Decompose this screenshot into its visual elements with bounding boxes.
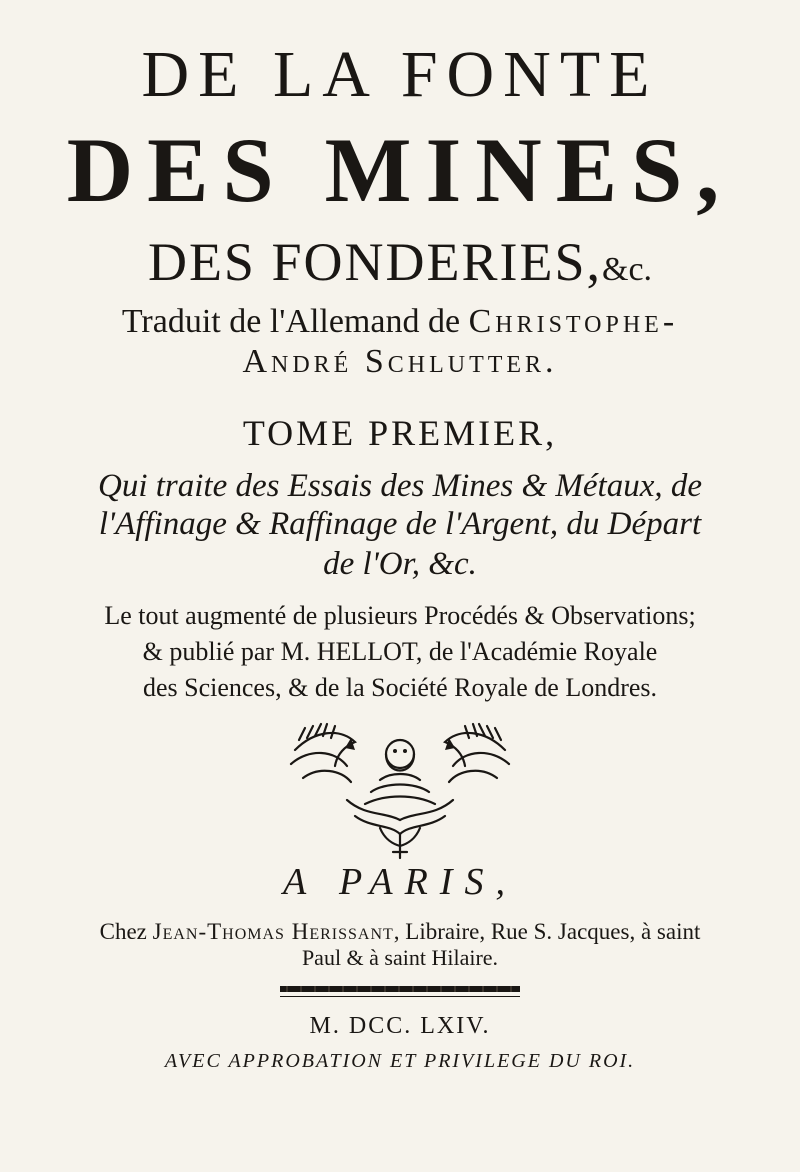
imprint-place: A PARIS, <box>283 861 517 903</box>
printer-vignette-icon <box>285 720 515 860</box>
printer-line-2: Paul & à saint Hilaire. <box>301 945 499 970</box>
augmentation-line-1: Le tout augmenté de plusieurs Procédés & Observations; <box>104 601 696 630</box>
description-line-1: Qui traite des Essais des Mines & Métaux, de <box>98 468 702 504</box>
double-rule-thin <box>280 996 520 997</box>
double-rule-thick <box>280 986 520 992</box>
privilege-line: AVEC APPROBATION ET PRIVILEGE DU ROI. <box>164 1050 636 1072</box>
translator-line-1 <box>0 302 800 342</box>
imprint-date: M. DCC. LXIV. <box>309 1013 491 1039</box>
printer-prefix: Chez <box>99 919 153 944</box>
translator-prefix: Traduit de l'Allemand de <box>121 303 469 340</box>
description-line-2: l'Affinage & Raffinage de l'Argent, du Départ <box>98 506 702 542</box>
title-line-3 <box>0 232 800 300</box>
title-line-1: DE LA FONTE <box>141 38 659 111</box>
augmentation-line-3: des Sciences, & de la Société Royale de Londres. <box>142 673 658 702</box>
volume-title: TOME PREMIER, <box>242 413 558 453</box>
printer-line-1 <box>0 918 800 946</box>
title-line-3-etc: &c. <box>602 251 653 288</box>
title-line-3-main: DES FONDERIES, <box>147 232 602 292</box>
title-line-2: DES MINES, <box>66 119 734 221</box>
description-line-3: de l'Or, &c. <box>323 546 477 582</box>
printer-name: Jean-Thomas Herissant <box>152 919 394 944</box>
printer-address: , Libraire, Rue S. Jacques, à saint <box>393 919 701 944</box>
author-first-name: Christophe- <box>468 303 679 340</box>
augmentation-line-2: & publié par M. HELLOT, de l'Académie Royale <box>142 637 658 666</box>
translator-line-2: André Schlutter. <box>242 343 558 380</box>
